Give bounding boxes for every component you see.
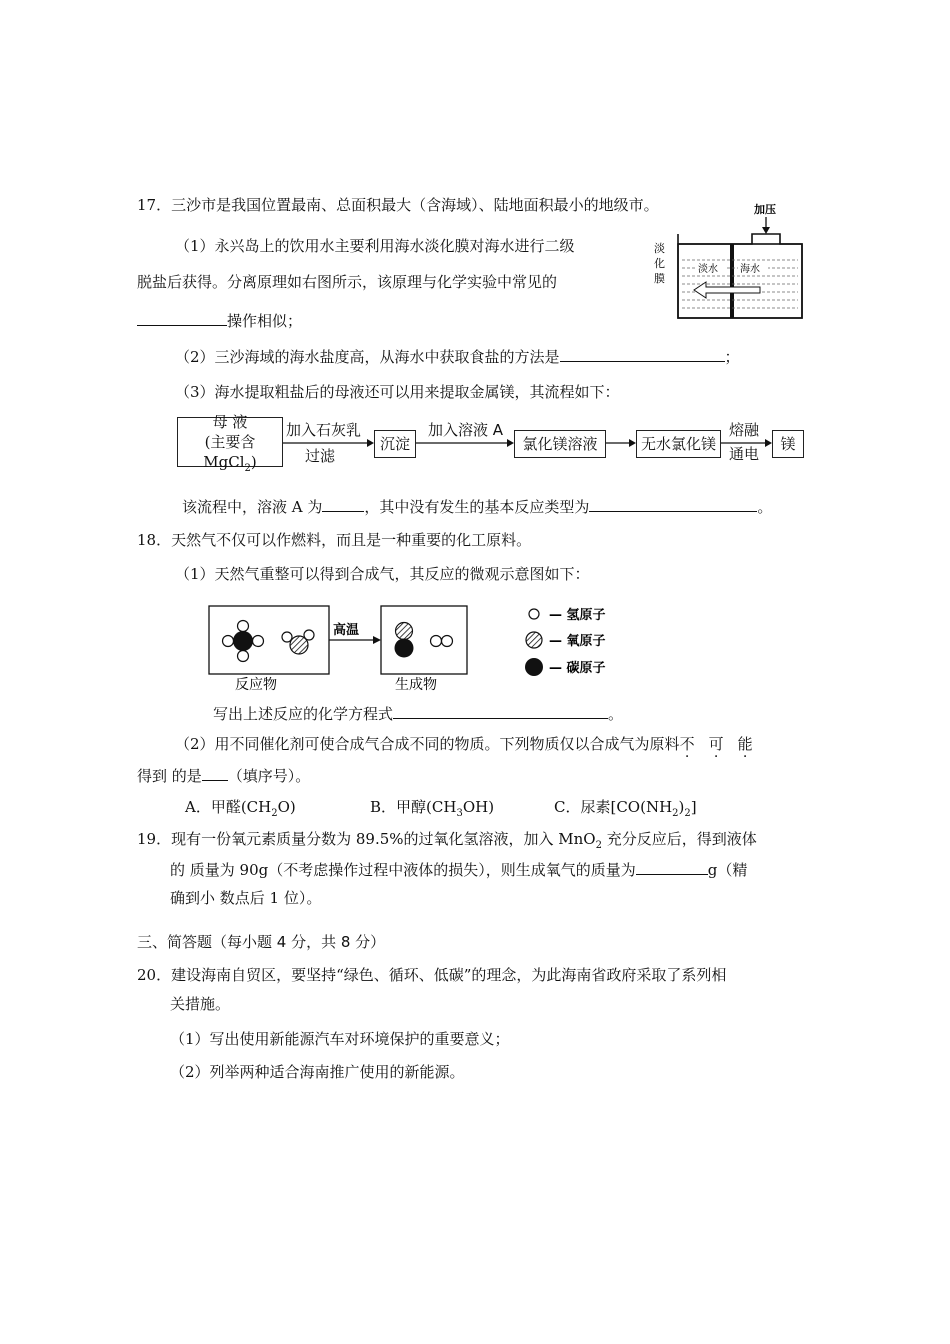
desalination-membrane-diagram [650,196,812,324]
q17-part3-answer [182,495,772,517]
answer-blank[interactable] [202,764,228,781]
q17-part3-answer-middle: ，其中没有发生的基本反应类型为 [364,498,590,516]
membrane-label-3: 膜 [654,272,665,285]
pressure-label: 加压 [754,203,776,216]
q18-option-c[interactable]: C．尿素$[CO(NH_2)_2]$ [554,798,697,819]
q18-part2-cont: 得到 的是 [137,767,202,785]
flow-box-mgcl2-solution: 氯化镁溶液 [514,430,606,458]
q17-title: 17．三沙市是我国位置最南、总面积最大（含海域）、陆地面积最小的地级市。 [137,196,659,214]
q18-part2-line2 [137,764,310,786]
q18-option-b[interactable]: B．甲醇$(CH_3OH)$ [370,798,495,819]
sea-water-label: 海水 [740,264,760,275]
flow-box-precipitate: 沉淀 [374,430,416,458]
flow-arrow1-bottom-label: 过滤 [305,447,336,465]
flow-box-mother-liquor-note: (主要含 MgCl$_2$) [203,433,257,474]
q18-emphasis-1: 不 [679,735,695,753]
q17-part1-line1: （1）永兴岛上的饮用水主要利用海水淡化膜对海水进行二级 [175,237,575,255]
q18-part2-line1 [175,734,753,754]
q19-line1: 19．现有一份氧元素质量分数为 89.5%的过氧化氢溶液，加入 MnO$_2$ 充分反应后，得到液体 [137,830,757,851]
q17-part3-answer-prefix: 该流程中，溶液 A 为 [182,498,323,516]
legend-oxygen: — 氧原子 [549,634,606,649]
flow-arrow4-top-label: 熔融 [729,421,760,439]
q18-emphasis-2: 可 [708,735,724,753]
legend-carbon: — 碳原子 [549,661,606,676]
q20-part1: （1）写出使用新能源汽车对环境保护的重要意义； [170,1030,510,1048]
q19-line3: 确到小 数点后 1 位）。 [170,889,322,907]
q18-equation-line [213,702,623,724]
q17-part3-answer-end: 。 [757,498,773,516]
flow-box-mother-liquor [177,413,283,474]
legend-hydrogen: — 氢原子 [549,608,606,623]
answer-blank[interactable] [322,495,364,512]
q17-part1-line2: 脱盐后获得。分离原理如右图所示，该原理与化学实验中常见的 [137,273,558,291]
answer-blank[interactable] [589,495,757,512]
answer-blank[interactable] [137,309,227,326]
answer-blank[interactable] [636,858,708,875]
q18-option-a[interactable]: A．甲醛$(CH_2O)$ [185,798,296,819]
flow-box-mother-liquor-title: 母 液 [212,413,248,431]
q18-emphasis-3: 能 [737,735,753,753]
q17-part2-end: ； [724,348,740,366]
products-label: 生成物 [395,677,437,693]
reactants-label: 反应物 [235,677,277,693]
q18-part1: （1）天然气重整可以得到合成气，其反应的微观示意图如下： [175,565,590,583]
reaction-micro-diagram [205,600,645,695]
q18-part2-text: （2）用不同催化剂可使合成气合成不同的物质。下列物质仅以合成气为原料 [175,735,680,753]
answer-blank[interactable] [393,702,608,719]
reaction-condition-label: 高温 [333,623,360,638]
q18-part2-end: （填序号）。 [227,767,311,785]
section-3-title: 三、简答题（每小题 4 分，共 8 分） [137,933,386,951]
q20-line2: 关措施。 [170,995,231,1013]
q17-part1-line3 [137,309,302,331]
flow-arrow2-top-label: 加入溶液 A [428,421,504,439]
flow-arrow1-top-label: 加入石灰乳 [286,421,362,439]
q20-part2: （2）列举两种适合海南推广使用的新能源。 [170,1063,465,1081]
membrane-label-2: 化 [654,257,665,270]
q18-equation-prompt: 写出上述反应的化学方程式 [213,705,394,723]
membrane-label-1: 淡 [654,242,665,255]
q17-part2 [175,345,740,367]
q19-line2: 的 质量为 90g（不考虑操作过程中液体的损失），则生成氧气的质量为 g（精 [170,858,747,880]
q18-equation-end: 。 [608,705,624,723]
q17-part2-text: （2）三沙海域的海水盐度高，从海水中获取食盐的方法是 [175,348,560,366]
flow-box-anhydrous-mgcl2: 无水氯化镁 [636,430,721,458]
q18-title: 18．天然气不仅可以作燃料，而且是一种重要的化工原料。 [137,531,532,549]
flow-box-magnesium: 镁 [772,430,804,458]
q17-part3: （3）海水提取粗盐后的母液还可以用来提取金属镁，其流程如下： [175,383,620,401]
q17-part1-suffix: 操作相似； [227,312,303,330]
q20-line1: 20．建设海南自贸区，要坚持“绿色、循环、低碳”的理念，为此海南省政府采取了系列相 [137,966,727,984]
flow-arrow4-bottom-label: 通电 [729,445,760,463]
answer-blank[interactable] [560,345,725,362]
fresh-water-label: 淡水 [698,264,718,275]
